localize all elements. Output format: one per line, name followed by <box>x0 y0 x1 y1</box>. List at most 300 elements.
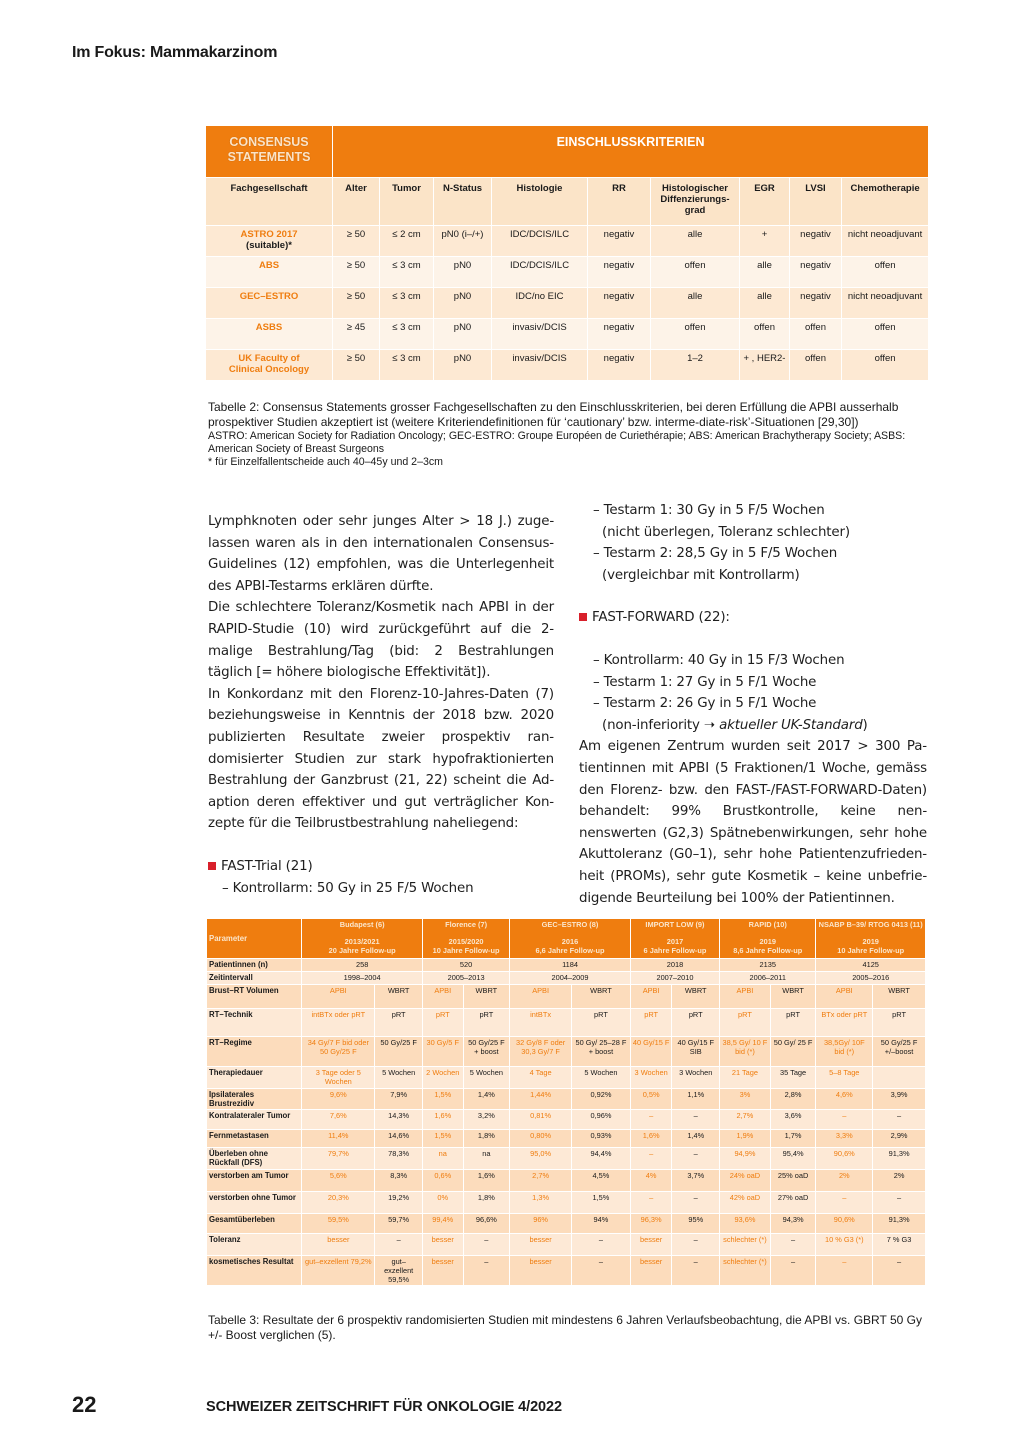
table3-cell: 2 Wochen <box>422 1067 463 1089</box>
table3-cell: 3,7% <box>672 1170 720 1192</box>
table3-cell: 2006–2011 <box>720 972 816 985</box>
table3-cell: 8,3% <box>375 1170 423 1192</box>
table3-cell: pRT <box>630 1009 672 1037</box>
table3-cell: schlechter (*) <box>720 1234 771 1256</box>
table3-cell: – <box>873 1192 926 1214</box>
table2-cell: + , HER2- <box>740 350 790 381</box>
study-years: 2019 <box>759 937 776 946</box>
study-years: 2019 <box>862 937 879 946</box>
society-name: ABS <box>258 260 280 271</box>
table3-cell: pRT <box>463 1009 510 1037</box>
table2-cell: 1–2 <box>651 350 740 381</box>
table3-cell: 14,6% <box>375 1130 423 1148</box>
table3-row <box>207 959 926 972</box>
table3-cell: 3 Wochen <box>630 1067 672 1089</box>
table3-cell: 42% oaD <box>720 1192 771 1214</box>
table3-cell: 94,9% <box>720 1148 771 1170</box>
table2-head-right: EINSCHLUSSKRITERIEN <box>333 126 929 178</box>
paragraph: In Konkordanz mit den Florenz-10-Jahres-Daten (7) beziehungsweise in Kenntnis der 2018 bzw. 2020 publizierten Resultate zweier prospektiv ran-domisierter Studien zur stark hypofraktionierten Bestrahlung der Ganzbrust (21, 22) scheint die Ad-aption deren effektiver und gut verträglicher Kon-zepte für die Teilbrustbestrahlung naheliegend: <box>208 686 554 832</box>
table2-cell: alle <box>651 288 740 319</box>
table3-cell: 25% oaD <box>770 1170 816 1192</box>
table2-row <box>206 226 929 257</box>
table2-society <box>206 257 333 288</box>
table2-cell: offen <box>842 350 929 381</box>
paragraph: Die schlechtere Toleranz/Kosmetik nach APBI in der RAPID-Studie (10) wird zurückgeführt auf die 2-malige Bestrahlung/Tag (bid: 2 Bestrahlungen täglich [= höhere biologische Effektivität]). <box>208 600 554 681</box>
table3-cell: besser <box>510 1234 572 1256</box>
table3-cell: 4% <box>630 1170 672 1192</box>
table3-cell: 50 Gy/25 F <box>375 1037 423 1067</box>
table3-cell: 50 Gy/25 F + boost <box>463 1037 510 1067</box>
table3-cell: WBRT <box>572 985 631 1009</box>
table2-cell: ≤ 3 cm <box>380 350 434 381</box>
bullet-heading: FAST-FORWARD (22): <box>579 607 927 629</box>
table2-cell: alle <box>740 288 790 319</box>
study-name: Budapest (6) <box>339 920 385 929</box>
table3-cell: – <box>572 1256 631 1286</box>
table2-cell: IDC/no EIC <box>492 288 588 319</box>
table3-cell: APBI <box>720 985 771 1009</box>
table2-column-header: Tumor <box>380 178 434 226</box>
table3-cell: 9,6% <box>302 1089 375 1110</box>
table3-cell: 2007–2010 <box>630 972 719 985</box>
table3-cell: 2% <box>816 1170 873 1192</box>
table2-cell: negativ <box>588 257 651 288</box>
table3-row <box>207 1089 926 1110</box>
list-item: – Testarm 2: 28,5 Gy in 5 F/5 Wochen <box>593 546 838 562</box>
table3-cell: gut–exzellent 59,5% <box>375 1256 423 1286</box>
table2-cell: nicht neoadjuvant <box>842 288 929 319</box>
table3-cell: 59,7% <box>375 1214 423 1234</box>
table3-cell: 50 Gy/ 25–28 F + boost <box>572 1037 631 1067</box>
table2-cell: ≥ 50 <box>333 288 380 319</box>
table3-row <box>207 1170 926 1192</box>
table3-cell: 2,8% <box>770 1089 816 1110</box>
table3-cell: – <box>816 1256 873 1286</box>
study-years: 2016 <box>561 937 579 946</box>
table2-society <box>206 288 333 319</box>
table2-cell: ≤ 3 cm <box>380 257 434 288</box>
table3-row-label: Fernmetastasen <box>207 1130 302 1148</box>
table3-cell: 3,2% <box>463 1110 510 1130</box>
table3-cell: – <box>630 1148 672 1170</box>
table3-cell: 1,7% <box>770 1130 816 1148</box>
table2-cell: ≥ 50 <box>333 257 380 288</box>
table3-cell: 34 Gy/7 F bid oder 50 Gy/25 F <box>302 1037 375 1067</box>
table3-cell: 0,81% <box>510 1110 572 1130</box>
table3-cell: 38,5Gy/ 10F bid (*) <box>816 1037 873 1067</box>
table3-row <box>207 1192 926 1214</box>
table3-cell: – <box>873 1256 926 1286</box>
table3-cell: 79,7% <box>302 1148 375 1170</box>
paragraph: Lymphknoten oder sehr junges Alter > 18 J.) zuge-lassen waren als in den internationalen Consensus-Guidelines (12) empfohlen, was die Unterlegenheit des APBI-Testarms erklären dürfte. <box>208 514 554 594</box>
table2-cell: offen <box>651 257 740 288</box>
table3-param-header: Parameter <box>207 919 302 959</box>
table2-cell: pN0 (i–/+) <box>434 226 492 257</box>
table3-cell: WBRT <box>375 985 423 1009</box>
bullet-heading: FAST-Trial (21) <box>208 856 554 878</box>
table3-cell: 3,6% <box>770 1110 816 1130</box>
table3-cell: 24% oaD <box>720 1170 771 1192</box>
table2-cell: alle <box>740 257 790 288</box>
table3-cell: pRT <box>770 1009 816 1037</box>
table3-cell: na <box>422 1148 463 1170</box>
table2-cell: pN0 <box>434 288 492 319</box>
table3-row <box>207 1214 926 1234</box>
table3-cell: 78,3% <box>375 1148 423 1170</box>
table2-column-header: Alter <box>333 178 380 226</box>
study-followup: 10 Jahre Follow-up <box>837 946 905 955</box>
table3-cell: 3 Tage oder 5 Wochen <box>302 1067 375 1089</box>
table2-column-header: N-Status <box>434 178 492 226</box>
table3-cell: 0,80% <box>510 1130 572 1148</box>
table3-cell: – <box>873 1110 926 1130</box>
table3-study-header <box>816 919 926 959</box>
table3-cell: 95,4% <box>770 1148 816 1170</box>
table3-cell: 4,6% <box>816 1089 873 1110</box>
table3-row <box>207 972 926 985</box>
table3-cell: – <box>672 1256 720 1286</box>
table3-cell: 3 Wochen <box>672 1067 720 1089</box>
table3-cell: 2,7% <box>720 1110 771 1130</box>
table3-cell: 96,6% <box>463 1214 510 1234</box>
table3-row-label: Toleranz <box>207 1234 302 1256</box>
table3-cell: 2004–2009 <box>510 972 631 985</box>
society-name: UK Faculty of <box>238 353 300 364</box>
table2-cell: IDC/DCIS/ILC <box>492 226 588 257</box>
study-followup: 6,6 Jahre Follow-up <box>535 946 605 955</box>
table3-cell: 1,8% <box>463 1130 510 1148</box>
table3-row-label: verstorben am Tumor <box>207 1170 302 1192</box>
table3-row-label: Patientinnen (n) <box>207 959 302 972</box>
table3-cell: 0,6% <box>422 1170 463 1192</box>
table2-cell: offen <box>842 319 929 350</box>
society-name-2: (suitable)* <box>246 240 292 251</box>
study-name: RAPID (10) <box>748 920 787 929</box>
table2-cell: negativ <box>588 288 651 319</box>
study-followup: 10 Jahre Follow-up <box>432 946 500 955</box>
table3-cell: 1,9% <box>720 1130 771 1148</box>
table3-cell: 2,7% <box>510 1170 572 1192</box>
table3-cell: – <box>672 1148 720 1170</box>
table2-cell: invasiv/DCIS <box>492 319 588 350</box>
table3-study-header <box>630 919 719 959</box>
table2-cell: ≤ 3 cm <box>380 319 434 350</box>
table3-cell: 40 Gy/15 F <box>630 1037 672 1067</box>
table3-cell: 1,3% <box>510 1192 572 1214</box>
table2-column-header: LVSI <box>790 178 842 226</box>
table3-cell: 94,4% <box>572 1148 631 1170</box>
table3-cell: 21 Tage <box>720 1067 771 1089</box>
table3-row-label: Kontralateraler Tumor <box>207 1110 302 1130</box>
table2-column-header: Histologischer Diffenzierungs-grad <box>651 178 740 226</box>
table3-cell: APBI <box>422 985 463 1009</box>
table3-cell: gut–exzellent 79,2% <box>302 1256 375 1286</box>
table2-cell: negativ <box>588 319 651 350</box>
table3-row-label: RT–Technik <box>207 1009 302 1037</box>
table3-cell: BTx oder pRT <box>816 1009 873 1037</box>
table3-cell: WBRT <box>873 985 926 1009</box>
table2-head-left: CONSENSUS STATEMENTS <box>206 126 333 178</box>
table3-cell: 10 % G3 (*) <box>816 1234 873 1256</box>
table3-cell: 0,92% <box>572 1089 631 1110</box>
table3-cell: 59,5% <box>302 1214 375 1234</box>
society-name: GEC–ESTRO <box>239 291 299 302</box>
table3-cell: 14,3% <box>375 1110 423 1130</box>
table3-cell: 96% <box>510 1214 572 1234</box>
table3-cell: 0,93% <box>572 1130 631 1148</box>
table3-cell: 2005–2016 <box>816 972 926 985</box>
table3-row-label: Zeitintervall <box>207 972 302 985</box>
study-name: IMPORT LOW (9) <box>645 920 705 929</box>
table2-cell: offen <box>842 257 929 288</box>
study-years: 2017 <box>666 937 684 946</box>
table3-cell: 3,9% <box>873 1089 926 1110</box>
table3-cell: APBI <box>816 985 873 1009</box>
table2-caption: Tabelle 2: Consensus Statements grosser Fachgesellschaften zu den Einschlusskriterien, bei deren Erfüllung die APBI ausserhalb prospektiver Studien akzeptiert ist (weitere Kriteriendefinitionen für ‘cautionary’ bzw. interme-diate-risk’-Situationen [29,30]) ASTRO: American Society for Radiation Oncology; GEC-ESTRO: Groupe Européen de Curiethérapie; ABS: American Brachytherapy Society; ASBS: American Society of Breast Surgeons * für Einzelfallentscheide auch 40–45y und 2–3cm <box>208 400 906 468</box>
table3-cell: 1,4% <box>672 1130 720 1148</box>
table3-cell: besser <box>510 1256 572 1286</box>
table3-row-label: Gesamtüberleben <box>207 1214 302 1234</box>
list-item: – Testarm 1: 27 Gy in 5 F/1 Woche <box>593 674 817 690</box>
list-item: – Testarm 1: 30 Gy in 5 F/5 Wochen <box>593 503 825 518</box>
table2-cell: negativ <box>790 226 842 257</box>
table3-cell: 11,4% <box>302 1130 375 1148</box>
table2-cell: ≥ 50 <box>333 350 380 381</box>
table3-cell: 50 Gy/25 F +/–boost <box>873 1037 926 1067</box>
table2-row <box>206 350 929 381</box>
table3-cell: 1,44% <box>510 1089 572 1110</box>
table3-cell: 258 <box>302 959 423 972</box>
study-followup: 8,6 Jahre Follow-up <box>733 946 803 955</box>
table3-cell: WBRT <box>463 985 510 1009</box>
table2-cell: ≤ 2 cm <box>380 226 434 257</box>
table3-cell: – <box>672 1192 720 1214</box>
table3-cell: 2135 <box>720 959 816 972</box>
table3-cell: – <box>672 1234 720 1256</box>
table3-cell: 3% <box>720 1089 771 1110</box>
table3-cell: 1184 <box>510 959 631 972</box>
table2-cell: pN0 <box>434 350 492 381</box>
table3-cell: 27% oaD <box>770 1192 816 1214</box>
study-years: 2013/2021 <box>344 937 380 946</box>
table3-cell: – <box>572 1234 631 1256</box>
table2-row <box>206 288 929 319</box>
table3-cell: pRT <box>720 1009 771 1037</box>
table3-row-label: Brust–RT Volumen <box>207 985 302 1009</box>
table3-cell: 2018 <box>630 959 719 972</box>
table3-cell: besser <box>630 1256 672 1286</box>
table3-cell: 32 Gy/8 F oder 30,3 Gy/7 F <box>510 1037 572 1067</box>
table3-row <box>207 1067 926 1089</box>
table3-row-label: RT–Regime <box>207 1037 302 1067</box>
table3-cell: 4,5% <box>572 1170 631 1192</box>
table2-cell: ≥ 45 <box>333 319 380 350</box>
table3-cell: 95,0% <box>510 1148 572 1170</box>
table2-cell: nicht neoadjuvant <box>842 226 929 257</box>
study-followup: 20 Jahre Follow-up <box>328 946 396 955</box>
table3-row <box>207 985 926 1009</box>
table3-cell: – <box>463 1234 510 1256</box>
table2-cell: offen <box>790 319 842 350</box>
table2-cell: invasiv/DCIS <box>492 350 588 381</box>
table3-row <box>207 1009 926 1037</box>
society-name: ASTRO 2017 <box>240 229 298 240</box>
table2-society <box>206 350 333 381</box>
table3-cell: 1,1% <box>672 1089 720 1110</box>
table3-cell: 96,3% <box>630 1214 672 1234</box>
table3-cell: 1,6% <box>630 1130 672 1148</box>
table2-column-header: EGR <box>740 178 790 226</box>
table3-cell: 1,5% <box>422 1130 463 1148</box>
table3-cell: 20,3% <box>302 1192 375 1214</box>
table3-cell: pRT <box>422 1009 463 1037</box>
right-column <box>579 500 927 909</box>
consensus-table <box>205 125 929 381</box>
table2-cell: offen <box>790 350 842 381</box>
table3-row-label: Überleben ohne Rückfall (DFS) <box>207 1148 302 1170</box>
table3-cell: 5,6% <box>302 1170 375 1192</box>
table3-cell: 90,6% <box>816 1148 873 1170</box>
table3-cell: besser <box>630 1234 672 1256</box>
table3-study-header <box>510 919 631 959</box>
table3-cell: – <box>770 1256 816 1286</box>
table2-cell: pN0 <box>434 319 492 350</box>
table3-cell: 94% <box>572 1214 631 1234</box>
table3-cell: 30 Gy/5 F <box>422 1037 463 1067</box>
table3-cell: 3,3% <box>816 1130 873 1148</box>
table3-cell: 38,5 Gy/ 10 F bid (*) <box>720 1037 771 1067</box>
table2-society <box>206 226 333 257</box>
table3-study-header <box>302 919 423 959</box>
table3-cell: 1,4% <box>463 1089 510 1110</box>
table3-row <box>207 1148 926 1170</box>
table3-cell: 7,6% <box>302 1110 375 1130</box>
table3-cell: 5 Wochen <box>375 1067 423 1089</box>
table3-cell: 1,8% <box>463 1192 510 1214</box>
table3-cell: pRT <box>672 1009 720 1037</box>
table2-cell: pN0 <box>434 257 492 288</box>
table3-cell: 35 Tage <box>770 1067 816 1089</box>
table3-row-label: verstorben ohne Tumor <box>207 1192 302 1214</box>
table3-cell: 2,9% <box>873 1130 926 1148</box>
study-name: Florence (7) <box>445 920 488 929</box>
table2-column-header: Fachgesellschaft <box>206 178 333 226</box>
table3-row <box>207 1234 926 1256</box>
list-item: (vergleichbar mit Kontrollarm) <box>602 567 800 583</box>
left-column <box>208 511 554 899</box>
study-name: GEC–ESTRO (8) <box>541 920 599 929</box>
table3-cell: 2005–2013 <box>422 972 509 985</box>
table3-cell: pRT <box>572 1009 631 1037</box>
table3-cell: na <box>463 1148 510 1170</box>
table3-cell: pRT <box>375 1009 423 1037</box>
table2-row <box>206 319 929 350</box>
table3-cell: – <box>630 1192 672 1214</box>
page-number: 22 <box>72 1392 97 1417</box>
list-item: – Kontrollarm: 40 Gy in 15 F/3 Wochen <box>593 652 845 668</box>
table2-society <box>206 319 333 350</box>
table3-cell: besser <box>302 1234 375 1256</box>
table2-cell: IDC/DCIS/ILC <box>492 257 588 288</box>
table2-cell: negativ <box>790 257 842 288</box>
table3-cell: 1,6% <box>422 1110 463 1130</box>
table3-cell: – <box>630 1110 672 1130</box>
table3-cell: 5 Wochen <box>572 1067 631 1089</box>
table3-cell: – <box>463 1256 510 1286</box>
table3-cell: WBRT <box>672 985 720 1009</box>
table3-cell: intBTx <box>510 1009 572 1037</box>
table3-cell: besser <box>422 1256 463 1286</box>
study-name: NSABP B–39/ RTOG 0413 (11) <box>818 920 923 929</box>
table3-cell: 90,6% <box>816 1214 873 1234</box>
table3-cell: 1998–2004 <box>302 972 423 985</box>
table3-row <box>207 1130 926 1148</box>
table2-cell: negativ <box>588 350 651 381</box>
table3-cell: intBTx oder pRT <box>302 1009 375 1037</box>
table3-cell <box>873 1067 926 1089</box>
list-item: – Testarm 2: 26 Gy in 5 F/1 Woche <box>593 696 817 712</box>
table3-cell: 50 Gy/ 25 F <box>770 1037 816 1067</box>
table2-column-header: Histologie <box>492 178 588 226</box>
table2-cell: offen <box>740 319 790 350</box>
table3-cell: APBI <box>510 985 572 1009</box>
table3-row-label: Therapiedauer <box>207 1067 302 1089</box>
study-years: 2015/2020 <box>448 937 484 946</box>
table2-cell: alle <box>651 226 740 257</box>
table3-row <box>207 1110 926 1130</box>
table2-row <box>206 257 929 288</box>
table2-cell: + <box>740 226 790 257</box>
table3-cell: 99,4% <box>422 1214 463 1234</box>
table3-study-header <box>720 919 816 959</box>
table3-cell: 520 <box>422 959 509 972</box>
results-table <box>206 918 926 1286</box>
table3-cell: 5–8 Tage <box>816 1067 873 1089</box>
table3-cell: APBI <box>630 985 672 1009</box>
table3-cell: 40 Gy/15 F SIB <box>672 1037 720 1067</box>
table3-cell: 5 Wochen <box>463 1067 510 1089</box>
table3-cell: schlechter (*) <box>720 1256 771 1286</box>
table3-cell: besser <box>422 1234 463 1256</box>
table3-cell: 94,3% <box>770 1214 816 1234</box>
table3-cell: – <box>816 1110 873 1130</box>
table3-cell: 93,6% <box>720 1214 771 1234</box>
table3-cell: 19,2% <box>375 1192 423 1214</box>
table3-cell: – <box>672 1110 720 1130</box>
table3-caption: Tabelle 3: Resultate der 6 prospektiv randomisierten Studien mit mindestens 6 Jahren Verlaufsbeobachtung, die APBI vs. GBRT 50 Gy +/- Boost verglichen (5). <box>208 1313 922 1342</box>
society-name-2: Clinical Oncology <box>228 364 310 375</box>
table2-cell: negativ <box>790 288 842 319</box>
table3-cell: – <box>375 1234 423 1256</box>
table3-cell: 1,6% <box>463 1170 510 1192</box>
table2-cell: ≥ 50 <box>333 226 380 257</box>
study-followup: 6 Jahre Follow-up <box>643 946 707 955</box>
table3-study-header <box>422 919 509 959</box>
table3-row-label: Ipsilaterales Brustrezidiv <box>207 1089 302 1110</box>
section-header: Im Fokus: Mammakarzinom <box>72 44 278 61</box>
table3-cell: 91,3% <box>873 1148 926 1170</box>
table2-column-header: RR <box>588 178 651 226</box>
table3-cell: 0,5% <box>630 1089 672 1110</box>
table2-cell: offen <box>651 319 740 350</box>
table3-cell: 1,5% <box>572 1192 631 1214</box>
table3-cell: 4125 <box>816 959 926 972</box>
table2-cell: negativ <box>588 226 651 257</box>
table3-cell: 91,3% <box>873 1214 926 1234</box>
table2-cell: ≤ 3 cm <box>380 288 434 319</box>
table3-cell: WBRT <box>770 985 816 1009</box>
list-item: – Kontrollarm: 50 Gy in 25 F/5 Wochen <box>222 880 474 896</box>
